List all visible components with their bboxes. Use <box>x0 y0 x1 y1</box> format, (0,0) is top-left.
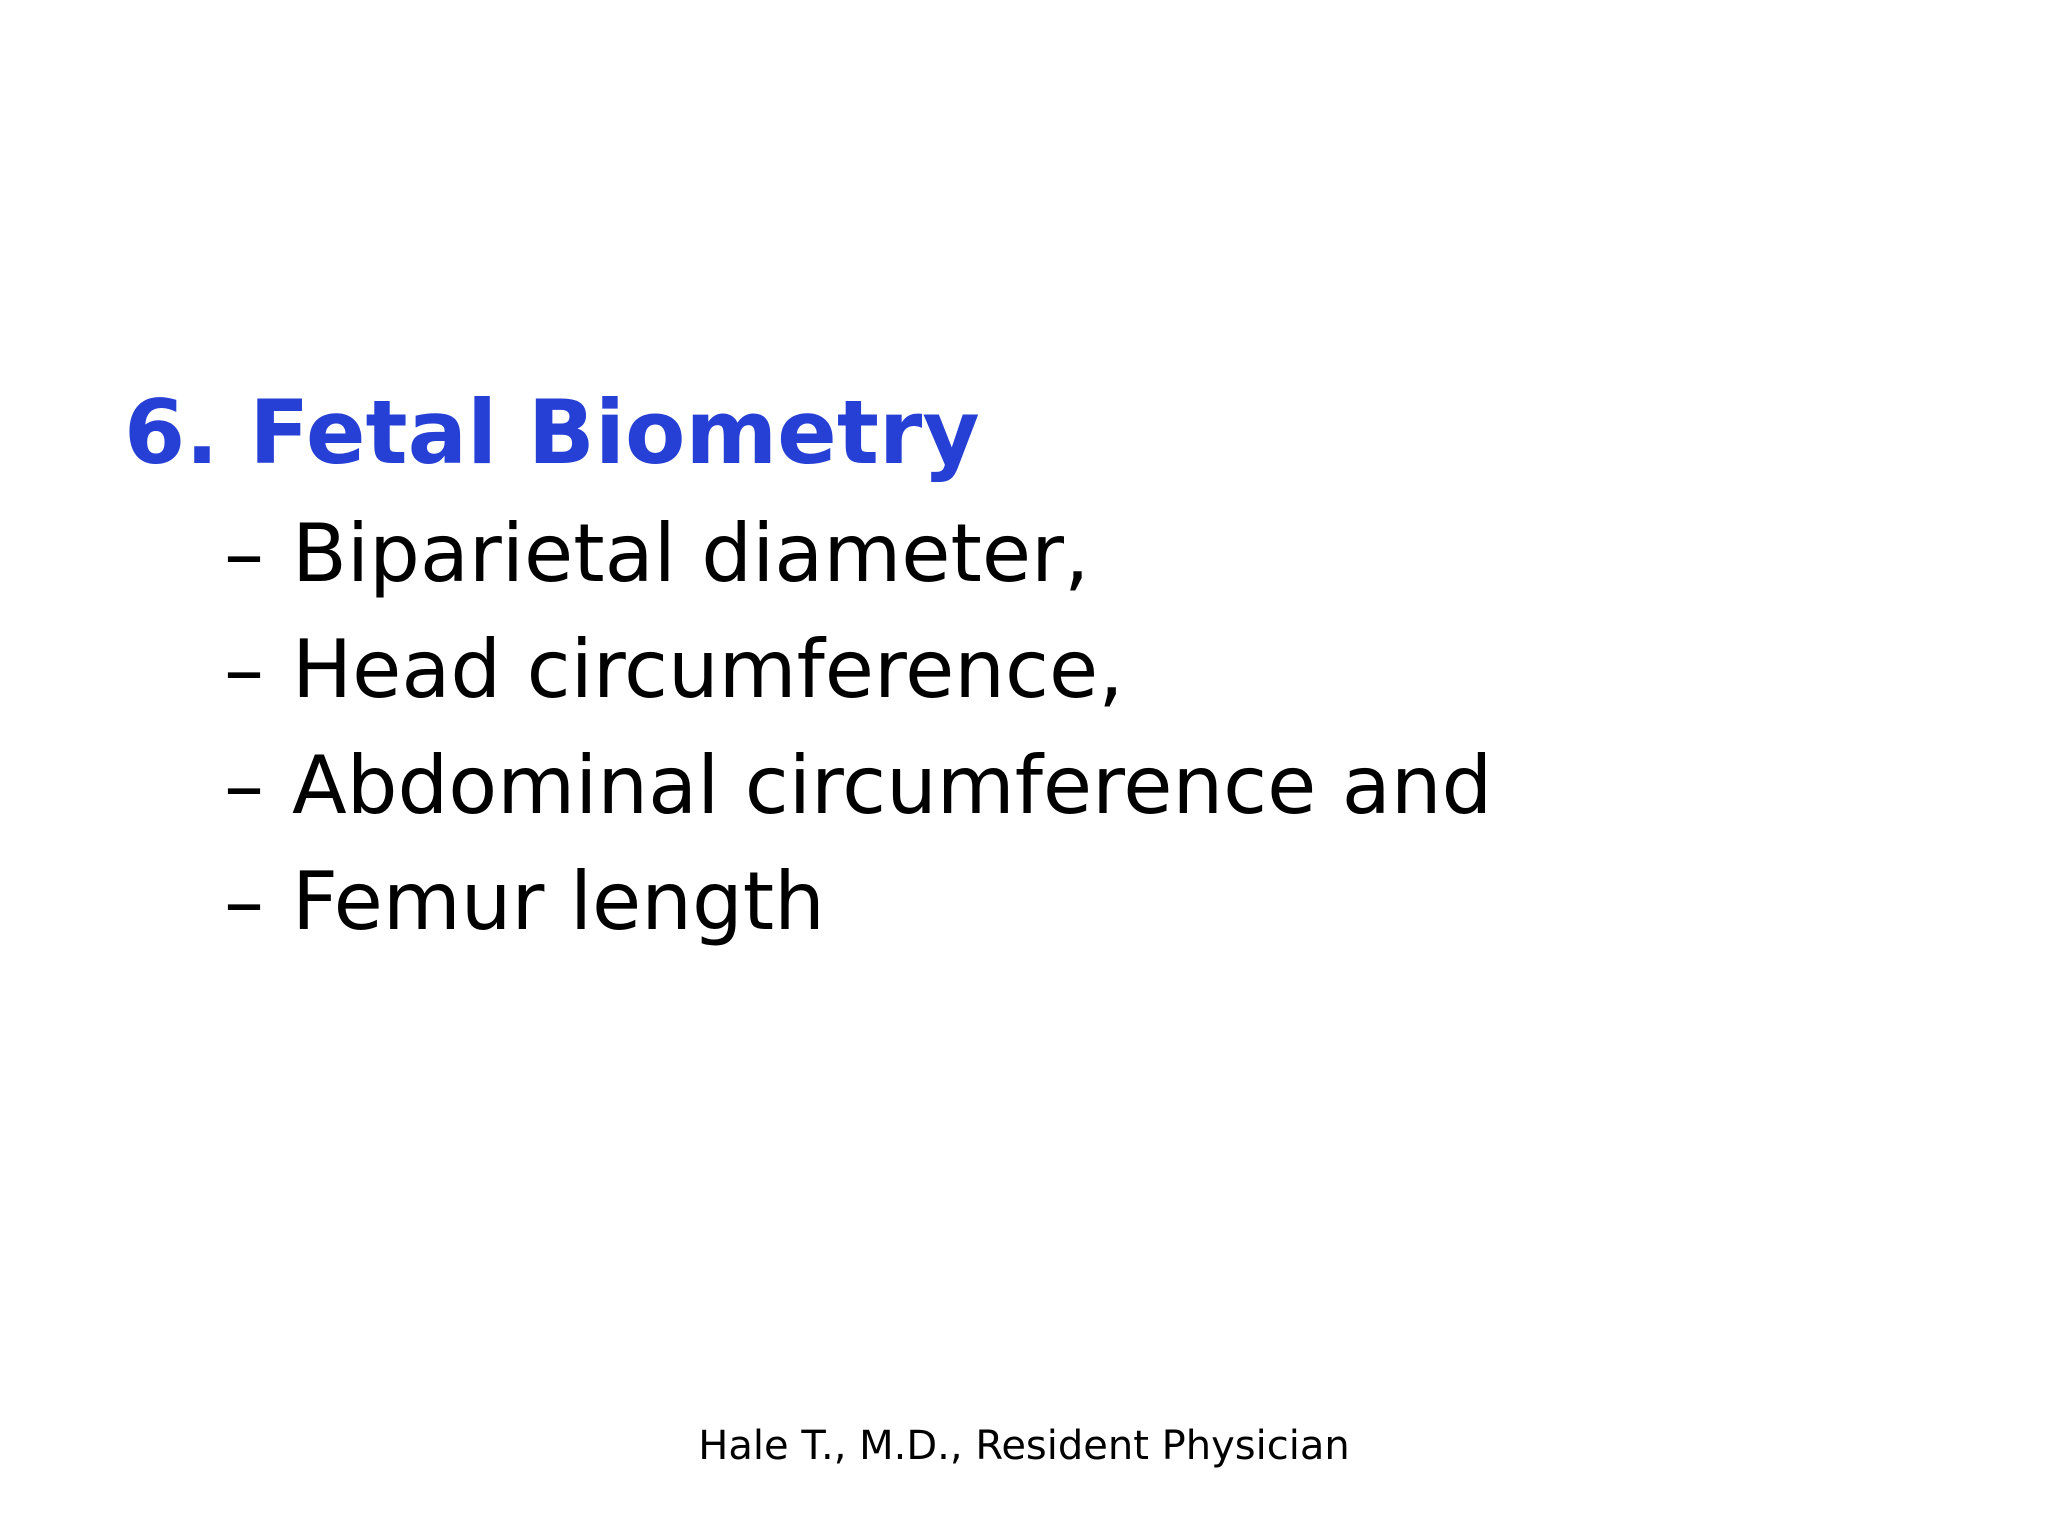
slide-footer-author: Hale T., M.D., Resident Physician <box>698 1423 1350 1469</box>
bullet-marker: – <box>224 739 264 832</box>
slide-title: 6. Fetal Biometry <box>124 381 980 484</box>
bullet-text: Femur length <box>292 855 825 948</box>
bullet-marker: – <box>224 855 264 948</box>
bullet-list <box>224 496 1492 960</box>
bullet-marker: – <box>224 507 264 600</box>
bullet-text: Biparietal diameter, <box>292 507 1090 600</box>
bullet-text: Abdominal circumference and <box>292 739 1493 832</box>
bullet-biparietal-diameter <box>224 496 1492 612</box>
bullet-femur-length <box>224 844 1492 960</box>
bullet-text: Head circumference, <box>292 623 1124 716</box>
bullet-head-circumference <box>224 612 1492 728</box>
bullet-abdominal-circumference <box>224 728 1492 844</box>
bullet-marker: – <box>224 623 264 716</box>
